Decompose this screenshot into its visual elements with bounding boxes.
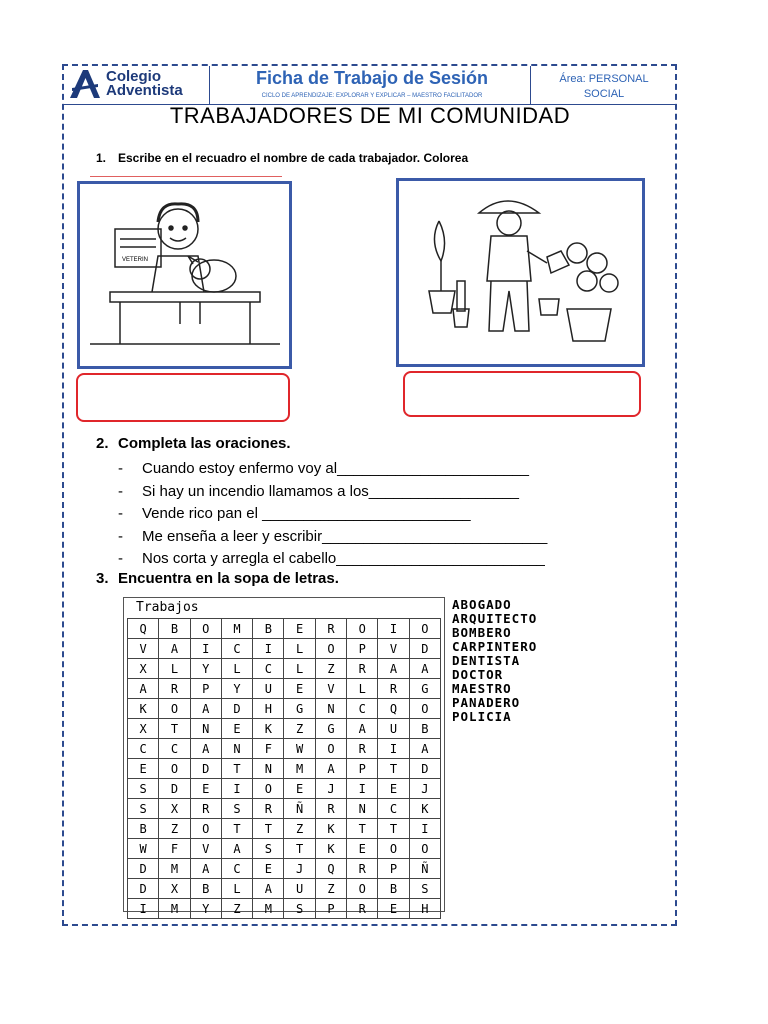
word-search-cell[interactable]: N	[221, 739, 252, 759]
word-search-cell[interactable]: X	[159, 799, 190, 819]
word-search-cell[interactable]: E	[378, 779, 409, 799]
question-1-number: 1.	[96, 151, 107, 165]
word-search-cell[interactable]: R	[347, 859, 378, 879]
worksheet-subtitle: CICLO DE APRENDIZAJE: EXPLORAR Y EXPLICAR – MAESTRO FACILITADOR	[261, 93, 483, 99]
word-search-row	[128, 899, 441, 919]
word-search-cell[interactable]: D	[409, 639, 440, 659]
adventista-logo-icon	[68, 68, 102, 100]
word-search-cell[interactable]: A	[347, 719, 378, 739]
word-search-cell[interactable]: B	[159, 619, 190, 639]
word-search-cell[interactable]: T	[284, 839, 315, 859]
word-search-cell[interactable]: X	[128, 719, 159, 739]
word-search-cell[interactable]: C	[128, 739, 159, 759]
word-search-cell[interactable]: X	[128, 659, 159, 679]
question-2-number: 2.	[96, 435, 109, 452]
word-search-cell[interactable]: J	[409, 779, 440, 799]
word-search-cell[interactable]: I	[221, 779, 252, 799]
word-search-cell[interactable]: A	[128, 679, 159, 699]
sentence-text: Nos corta y arregla el cabello_________________________	[142, 550, 545, 567]
word-search-cell[interactable]: B	[190, 879, 221, 899]
word-search-cell[interactable]: B	[378, 879, 409, 899]
sentence-text: Vende rico pan el _________________________	[142, 505, 471, 522]
word-search-cell[interactable]: T	[378, 819, 409, 839]
word-search-cell[interactable]: I	[378, 739, 409, 759]
red-underline	[90, 176, 282, 177]
word-search-cell[interactable]: I	[378, 619, 409, 639]
word-search-row	[128, 859, 441, 879]
gardener-picture	[396, 178, 645, 367]
sentence-item[interactable]: - Vende rico pan el _________________________	[118, 505, 471, 522]
question-3-number: 3.	[96, 570, 109, 587]
word-search-row	[128, 759, 441, 779]
area-label	[534, 72, 674, 102]
vet-sign-label: VETERIN	[122, 257, 149, 263]
answer-box-2[interactable]	[403, 371, 641, 417]
word-search-cell[interactable]: A	[378, 659, 409, 679]
word-search-cell[interactable]: U	[284, 879, 315, 899]
word-search-cell[interactable]: R	[253, 799, 284, 819]
word-search-cell[interactable]: O	[159, 699, 190, 719]
word-search-cell[interactable]: D	[128, 879, 159, 899]
word-search-cell[interactable]: I	[253, 639, 284, 659]
word-search-cell[interactable]: K	[128, 699, 159, 719]
answer-box-1[interactable]	[76, 373, 290, 422]
word-search-cell[interactable]: C	[159, 739, 190, 759]
word-search-cell[interactable]: M	[221, 619, 252, 639]
word-search-cell[interactable]: R	[347, 739, 378, 759]
word-search-cell[interactable]: H	[253, 699, 284, 719]
word-search-title: Trabajos	[136, 600, 199, 615]
word-search-cell[interactable]: K	[315, 839, 346, 859]
word-search-cell[interactable]: O	[347, 619, 378, 639]
word-search-cell[interactable]: Z	[284, 819, 315, 839]
word-list-item: PANADERO	[452, 695, 521, 710]
word-search-cell[interactable]: R	[315, 619, 346, 639]
word-search-row	[128, 879, 441, 899]
word-search-cell[interactable]: Z	[315, 879, 346, 899]
word-search-cell[interactable]: Y	[190, 899, 221, 919]
word-search-cell[interactable]: S	[284, 899, 315, 919]
word-search-cell[interactable]: Q	[128, 619, 159, 639]
word-search-cell[interactable]: R	[159, 679, 190, 699]
word-list-item: DENTISTA	[452, 653, 521, 668]
word-search-row	[128, 739, 441, 759]
sentence-list	[118, 458, 547, 571]
sentence-text: Si hay un incendio llamamos a los__________________	[142, 482, 519, 500]
word-search-cell[interactable]: L	[221, 879, 252, 899]
word-list-item: ABOGADO	[452, 597, 512, 612]
word-search-cell[interactable]: A	[221, 839, 252, 859]
word-search-cell[interactable]: E	[378, 899, 409, 919]
word-search-cell[interactable]: O	[409, 839, 440, 859]
word-search-cell[interactable]: Y	[190, 659, 221, 679]
word-search-cell[interactable]: Z	[221, 899, 252, 919]
word-search-cell[interactable]: L	[284, 639, 315, 659]
word-list-item: DOCTOR	[452, 667, 504, 682]
word-search-cell[interactable]: G	[315, 719, 346, 739]
word-search-cell[interactable]: J	[284, 859, 315, 879]
word-search-cell[interactable]: P	[347, 759, 378, 779]
school-logo	[68, 68, 208, 102]
question-1	[96, 151, 468, 165]
word-search-cell[interactable]: Ñ	[409, 859, 440, 879]
word-search-cell[interactable]: V	[128, 639, 159, 659]
word-search-row	[128, 819, 441, 839]
word-search-cell[interactable]: X	[159, 879, 190, 899]
word-search-cell[interactable]: A	[190, 699, 221, 719]
word-list	[452, 598, 537, 724]
question-1-text: Escribe en el recuadro el nombre de cada trabajador. Colorea	[118, 151, 469, 165]
area-label-line2: SOCIAL	[583, 88, 625, 100]
word-search-cell[interactable]: K	[409, 799, 440, 819]
word-search-cell[interactable]: T	[347, 819, 378, 839]
word-search-cell[interactable]: R	[378, 679, 409, 699]
word-search-cell[interactable]: T	[378, 759, 409, 779]
word-search-cell[interactable]: M	[159, 899, 190, 919]
word-search-cell[interactable]: T	[221, 759, 252, 779]
word-search-cell[interactable]: O	[315, 739, 346, 759]
gardener-illustration-icon	[399, 181, 642, 364]
word-search-cell[interactable]: P	[190, 679, 221, 699]
word-search-cell[interactable]: S	[128, 779, 159, 799]
word-search-cell[interactable]: O	[253, 779, 284, 799]
word-list-item: CARPINTERO	[452, 639, 538, 654]
word-search-cell[interactable]: L	[347, 679, 378, 699]
word-search-cell[interactable]: Q	[315, 859, 346, 879]
word-search-cell[interactable]: A	[190, 739, 221, 759]
sentence-item[interactable]: - Si hay un incendio llamamos a los__________________	[118, 482, 519, 500]
word-search-cell[interactable]: T	[221, 819, 252, 839]
word-search-cell[interactable]: R	[190, 799, 221, 819]
word-search-cell[interactable]: C	[221, 859, 252, 879]
worksheet-title: Ficha de Trabajo de Sesión	[255, 68, 489, 88]
word-search-cell[interactable]: Z	[159, 819, 190, 839]
word-search-cell[interactable]: B	[409, 719, 440, 739]
word-search-cell[interactable]: E	[128, 759, 159, 779]
word-search-cell[interactable]: I	[190, 639, 221, 659]
veterinarian-illustration-icon	[80, 184, 289, 366]
word-search-cell[interactable]: M	[284, 759, 315, 779]
word-list-item: BOMBERO	[452, 625, 512, 640]
sentence-item[interactable]: - Me enseña a leer y escribir___________________________	[118, 527, 548, 545]
logo-line-2: Adventista	[106, 82, 183, 99]
word-search-cell[interactable]: Z	[284, 719, 315, 739]
word-search-cell[interactable]: T	[253, 819, 284, 839]
word-search-cell[interactable]: E	[347, 839, 378, 859]
word-search-cell[interactable]: K	[253, 719, 284, 739]
question-2	[96, 435, 291, 452]
sentence-text: Cuando estoy enfermo voy al_______________________	[142, 460, 529, 477]
word-search-cell[interactable]: O	[315, 639, 346, 659]
word-search	[123, 597, 445, 916]
sentence-item[interactable]: - Nos corta y arregla el cabello_________________________	[118, 550, 545, 567]
word-search-cell[interactable]: G	[284, 699, 315, 719]
word-search-cell[interactable]: D	[221, 699, 252, 719]
word-search-cell[interactable]: F	[159, 839, 190, 859]
logo-line-1: Colegio	[106, 68, 161, 85]
word-search-cell[interactable]: Y	[221, 679, 252, 699]
word-search-cell[interactable]: U	[378, 719, 409, 739]
word-search-cell[interactable]: N	[347, 799, 378, 819]
page-title: TRABAJADORES DE MI COMUNIDAD	[169, 103, 571, 128]
word-search-cell[interactable]: S	[221, 799, 252, 819]
word-search-cell[interactable]: C	[221, 639, 252, 659]
word-search-cell[interactable]: A	[253, 879, 284, 899]
question-3-text: Encuentra en la sopa de letras.	[118, 570, 339, 587]
word-search-cell[interactable]: O	[409, 619, 440, 639]
word-search-cell[interactable]: A	[315, 759, 346, 779]
word-search-cell[interactable]: M	[159, 859, 190, 879]
word-search-cell[interactable]: D	[159, 779, 190, 799]
word-search-row	[128, 619, 441, 639]
word-search-cell[interactable]: A	[159, 639, 190, 659]
word-search-cell[interactable]: E	[284, 779, 315, 799]
word-search-cell[interactable]: L	[284, 659, 315, 679]
word-search-row	[128, 699, 441, 719]
word-search-cell[interactable]: B	[253, 619, 284, 639]
word-search-cell[interactable]: E	[284, 679, 315, 699]
word-search-cell[interactable]: A	[409, 739, 440, 759]
word-search-cell[interactable]: K	[315, 819, 346, 839]
word-search-cell[interactable]: R	[347, 899, 378, 919]
word-search-cell[interactable]: O	[409, 699, 440, 719]
word-search-cell[interactable]: D	[409, 759, 440, 779]
word-list-item: POLICIA	[452, 709, 512, 724]
word-search-cell[interactable]: U	[253, 679, 284, 699]
word-search-row	[128, 659, 441, 679]
area-label-line1: Área: PERSONAL	[559, 73, 649, 85]
sentence-item[interactable]: - Cuando estoy enfermo voy al_______________________	[118, 460, 529, 477]
word-search-cell[interactable]: Q	[378, 699, 409, 719]
word-search-cell[interactable]: E	[221, 719, 252, 739]
question-2-text: Completa las oraciones.	[118, 435, 291, 452]
word-search-cell[interactable]: R	[315, 799, 346, 819]
word-search-cell[interactable]: Ñ	[284, 799, 315, 819]
word-search-cell[interactable]: M	[253, 899, 284, 919]
word-search-row	[128, 719, 441, 739]
word-search-cell[interactable]: E	[190, 779, 221, 799]
sentence-text: Me enseña a leer y escribir___________________________	[142, 527, 548, 545]
word-search-cell[interactable]: J	[315, 779, 346, 799]
word-search-cell[interactable]: L	[159, 659, 190, 679]
word-search-cell[interactable]: W	[128, 839, 159, 859]
word-search-cell[interactable]: S	[253, 839, 284, 859]
word-search-cell[interactable]: V	[315, 679, 346, 699]
word-search-row	[128, 639, 441, 659]
word-search-cell[interactable]: R	[347, 659, 378, 679]
word-search-cell[interactable]: V	[378, 639, 409, 659]
word-list-item: ARQUITECTO	[452, 611, 538, 626]
word-search-cell[interactable]: G	[409, 679, 440, 699]
word-search-cell[interactable]: A	[409, 659, 440, 679]
word-search-cell[interactable]: I	[409, 819, 440, 839]
word-search-cell[interactable]: A	[190, 859, 221, 879]
word-search-row	[128, 779, 441, 799]
word-search-row	[128, 839, 441, 859]
word-search-cell[interactable]: E	[284, 619, 315, 639]
word-search-cell[interactable]: O	[190, 619, 221, 639]
word-search-cell[interactable]: Z	[315, 659, 346, 679]
worksheet-header	[64, 66, 676, 104]
word-search-cell[interactable]: T	[159, 719, 190, 739]
word-search-cell[interactable]: S	[128, 799, 159, 819]
word-search-cell[interactable]: N	[190, 719, 221, 739]
word-search-cell[interactable]: I	[347, 779, 378, 799]
word-search-cell[interactable]: O	[347, 879, 378, 899]
word-search-cell[interactable]: C	[378, 799, 409, 819]
word-search-grid	[127, 618, 441, 919]
word-search-row	[128, 799, 441, 819]
word-search-cell[interactable]: O	[190, 819, 221, 839]
word-search-cell[interactable]: O	[378, 839, 409, 859]
word-search-cell[interactable]: S	[409, 879, 440, 899]
question-3	[96, 570, 339, 587]
word-search-cell[interactable]: L	[221, 659, 252, 679]
word-search-cell[interactable]: I	[128, 899, 159, 919]
word-search-cell[interactable]: H	[409, 899, 440, 919]
word-search-cell[interactable]: P	[315, 899, 346, 919]
word-search-cell[interactable]: O	[159, 759, 190, 779]
word-search-cell[interactable]: F	[253, 739, 284, 759]
word-search-cell[interactable]: C	[347, 699, 378, 719]
word-search-cell[interactable]: W	[284, 739, 315, 759]
word-search-cell[interactable]: N	[315, 699, 346, 719]
word-search-cell[interactable]: E	[253, 859, 284, 879]
word-search-cell[interactable]: B	[128, 819, 159, 839]
veterinarian-picture	[77, 181, 292, 369]
word-search-cell[interactable]: N	[253, 759, 284, 779]
word-search-cell[interactable]: D	[128, 859, 159, 879]
word-search-cell[interactable]: C	[253, 659, 284, 679]
word-search-cell[interactable]: D	[190, 759, 221, 779]
word-search-cell[interactable]: P	[378, 859, 409, 879]
word-search-row	[128, 679, 441, 699]
word-list-item: MAESTRO	[452, 681, 512, 696]
word-search-cell[interactable]: P	[347, 639, 378, 659]
word-search-cell[interactable]: V	[190, 839, 221, 859]
